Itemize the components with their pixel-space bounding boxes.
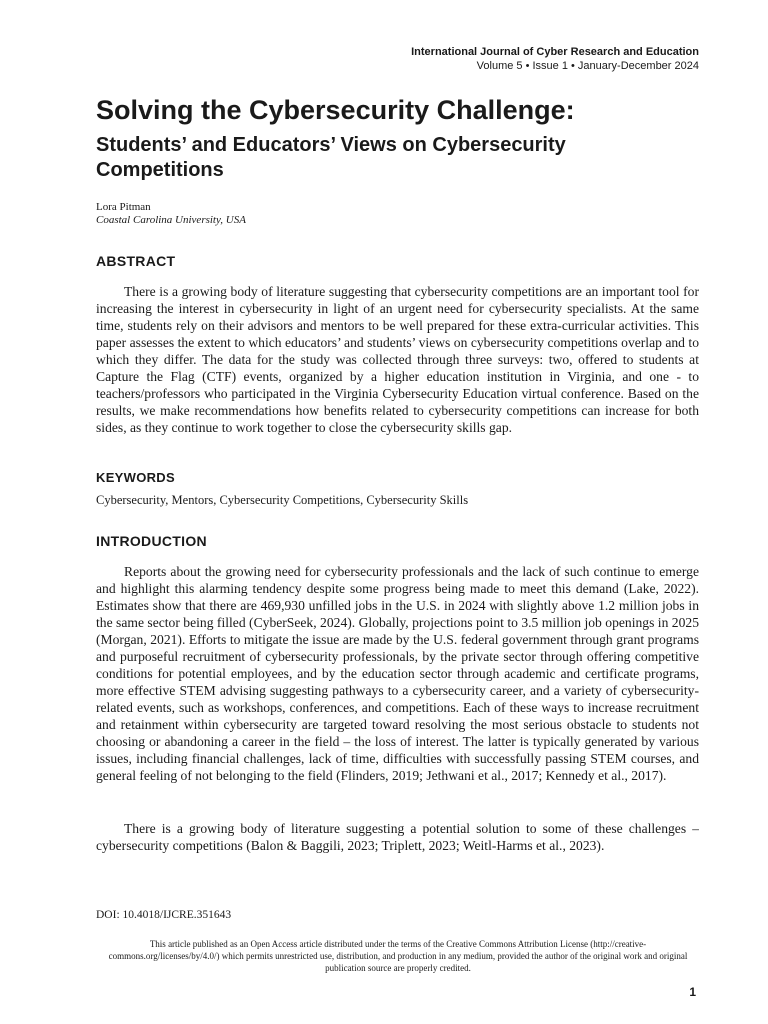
author-block xyxy=(96,201,246,227)
journal-name: International Journal of Cyber Research and Education xyxy=(411,46,699,58)
introduction-paragraph-2: There is a growing body of literature suggesting a potential solution to some of these challenges – cybersecurity competitions (Balon & Baggili, 2023; Triplett, 2023; Weitl-Harms et al., 2023). xyxy=(96,821,699,853)
keywords-text: Cybersecurity, Mentors, Cybersecurity Competitions, Cybersecurity Skills xyxy=(96,493,469,507)
author-affiliation: Coastal Carolina University, USA xyxy=(96,214,246,226)
introduction-paragraph-1: Reports about the growing need for cybersecurity professionals and the lack of such continue to emerge and highlight this alarming tendency despite some progress being made to meet this demand (Lake, 2022). Estimates show that there are 469,930 unfilled jobs in the U.S. in 2024 with slightly above 1.2 million jobs in the same sector being filled (CyberSeek, 2024). Globally, projections point to 3.5 million job openings in 2025 (Morgan, 2021). Efforts to mitigate the issue are made by the U.S. federal government through grant programs and purposeful recruitment of cybersecurity professionals, by the private sector through offering competitive conditions for potential employees, and by the education sector through academic and certificate programs, more effective STEM advising suggesting pathways to a cybersecurity career, and a variety of cybersecurity-related events, such as workshops, conferences, and competitions. Each of these ways to increase recruitment and retainment within cybersecurity are targeted toward resolving the most serious obstacle to students not choosing or abandoning a career in the field – the loss of interest. The latter is typically generated by various issues, including financial challenges, lack of time, difficulties with successfully passing STEM courses, and general feeling of not belonging to the field (Flinders, 2019; Jethwani et al., 2017; Kennedy et al., 2017). xyxy=(96,564,699,783)
page-number: 1 xyxy=(689,985,696,999)
author-name: Lora Pitman xyxy=(96,201,151,213)
article-title: Solving the Cybersecurity Challenge: xyxy=(96,95,575,125)
abstract-text: There is a growing body of literature suggesting that cybersecurity competitions are an important tool for increasing the interest in cybersecurity in light of an urgent need for cybersecurity specialists. At the same time, students rely on their advisors and mentors to be well prepared for these extra-curricular activities. This paper assesses the extent to which educators’ and students’ views on cybersecurity competitions overlap and to which they differ. The data for the study was collected through three surveys: two, offered to students at Capture the Flag (CTF) events, organized by a higher education institution in Virginia, and one - to teachers/professors who participated in the Virginia Cybersecurity Education virtual conference. Based on the results, we make recommendations how benefits related to cybersecurity competitions can increase for both sides, as they continue to work together to close the cybersecurity skills gap. xyxy=(96,284,699,435)
abstract-heading: ABSTRACT xyxy=(96,253,176,269)
article-subtitle: Students’ and Educators’ Views on Cybersecurity Competitions xyxy=(96,134,566,181)
license-notice: This article published as an Open Access article distributed under the terms of the Creative Commons Attribution License (http://creative-commons.org/licenses/by/4.0/) which permits unrestricted use, distribution, and production in any medium, provided the author of the original work and original publication source are properly credited. xyxy=(108,939,688,973)
keywords-heading: KEYWORDS xyxy=(96,470,175,485)
doi-link[interactable]: DOI: 10.4018/IJCRE.351643 xyxy=(96,909,232,921)
journal-header xyxy=(411,45,699,74)
introduction-heading: INTRODUCTION xyxy=(96,533,207,549)
journal-volume: Volume 5 • Issue 1 • January-December 2024 xyxy=(476,60,699,72)
